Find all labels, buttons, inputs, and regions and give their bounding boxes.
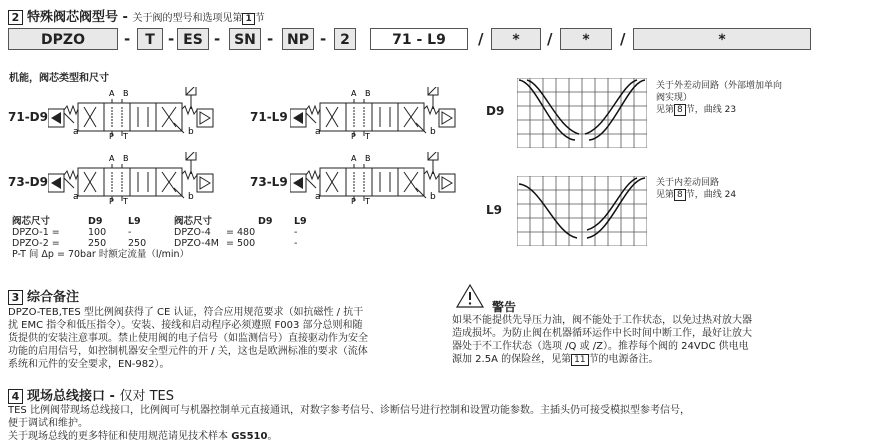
port-a-label: A (351, 154, 357, 163)
doc-ref: GS510 (231, 431, 268, 442)
port-b-label: B (365, 89, 371, 98)
warning-title: 警告 (492, 300, 517, 314)
section-title: 现场总线接口 - (27, 389, 115, 404)
code-t: T (137, 28, 163, 50)
note-line: 见第 8 节，曲线 24 (656, 190, 737, 200)
section-3-header (8, 286, 79, 305)
port-b-label: B (123, 89, 129, 98)
code-dpzo: DPZO (8, 28, 118, 50)
paragraph-line: 货提供的安装注意事项。禁止使用阀的电子信号（如监测信号）直接驱动作为安全 (8, 333, 368, 344)
port-t-label: T (123, 132, 128, 139)
paragraph-line: 扰 EMC 指令和低压指令）。安装、接线和启动程序必须遵照 F003 部分总则和随 (8, 320, 363, 331)
section-number: 4 (8, 389, 23, 404)
table-cell: - (294, 227, 298, 238)
port-p-label: P (351, 132, 356, 139)
table-row (12, 238, 174, 249)
sol-b-label: b (188, 192, 194, 202)
col-d9: D9 (258, 216, 273, 227)
table-cell: DPZO-4 (174, 227, 211, 238)
paragraph-line: DPZO-TEB,TES 型比例阀获得了 CE 认证，符合应用规范要求（如抗磁性 / 抗干 (8, 307, 364, 318)
paragraph-line: 造成损坏。为防止阀在机器循环运作中长时间中断工作，最好让放大 (452, 328, 752, 339)
port-b-label: B (123, 154, 129, 163)
section-title: 特殊阀芯阀型号 - (27, 10, 128, 25)
code-slash: / (620, 30, 626, 48)
spool-label-73-d9: 73-D9 (8, 175, 48, 189)
curve-note-d9 (656, 80, 782, 116)
table-row (174, 238, 313, 249)
sol-b-label: b (430, 127, 436, 137)
section-subtitle: 关于阀的型号和选项见第 (132, 13, 243, 24)
code-sep: - (320, 30, 327, 48)
port-a-label: A (109, 89, 115, 98)
col-l9: L9 (128, 216, 141, 227)
size-header: 阀芯尺寸 (12, 216, 51, 227)
port-p-label: P (109, 197, 114, 204)
spool-heading: 机能，阀芯类型和尺寸 (9, 73, 109, 84)
note-line: 阀实现） (656, 93, 693, 103)
table-cell: 250 (88, 238, 107, 249)
note-line: 关于外差动回路（外部增加单向 (656, 81, 783, 91)
table-cell: 100 (88, 227, 107, 238)
curve-note-l9 (656, 177, 736, 201)
paragraph-line: 系统和元件的安全要求，EN-982）。 (8, 359, 170, 370)
paragraph-line: 功能的启用信号，如控制机器安全型元件的开 / 关，这也是欧洲标准的要求（流体 (8, 346, 368, 357)
table-cell: DPZO-4M (174, 238, 219, 249)
valve-symbol-71-d9 (48, 87, 218, 139)
code-sep: - (267, 30, 274, 48)
section-2-header (8, 6, 265, 25)
table-row (12, 227, 174, 238)
table-cell: DPZO-2 = (12, 238, 60, 249)
section-3-body (8, 306, 448, 371)
table-cell: 250 (128, 238, 147, 249)
code-option-2: * (560, 28, 612, 50)
size-header: 阀芯尺寸 (174, 216, 213, 227)
note-line: 关于内差动回路 (656, 178, 720, 188)
sol-a-label: a (73, 192, 79, 202)
sol-a-label: a (73, 127, 79, 137)
flow-note: P-T 间 Δp = 70bar 时额定流量（l/min） (12, 249, 190, 260)
section-ref: 11 (571, 354, 588, 366)
code-option-1: * (491, 28, 541, 50)
port-p-label: P (351, 197, 356, 204)
section-number: 3 (8, 290, 23, 305)
section-4-header (8, 385, 174, 404)
table-row (174, 227, 313, 238)
table-cell: = 500 (226, 238, 256, 249)
warning-body (452, 314, 872, 366)
note-line: 见第 8 节，曲线 23 (656, 105, 737, 115)
code-spool: 71 - L9 (370, 28, 468, 50)
sol-a-label: a (315, 127, 321, 137)
section-ref: 8 (674, 104, 686, 116)
code-option-3: * (633, 28, 811, 50)
spool-label-71-l9: 71-L9 (250, 110, 288, 124)
paragraph-line: 器处于不工作状态（选项 /Q 或 /Z）。推荐每个阀的 24VDC 供电电 (452, 341, 749, 352)
curve-diagram-l9 (517, 176, 647, 246)
table-cell: = 480 (226, 227, 256, 238)
port-a-label: A (351, 89, 357, 98)
table-cell: - (128, 227, 132, 238)
valve-symbol-71-l9 (290, 87, 460, 139)
code-np: NP (282, 28, 314, 50)
table-cell: - (294, 238, 298, 249)
port-t-label: T (365, 132, 370, 139)
curve-label-l9: L9 (486, 203, 502, 217)
spool-label-71-d9: 71-D9 (8, 110, 48, 124)
code-sep: - (168, 30, 175, 48)
paragraph-line: 源加 2.5A 的保险丝，见第 11 节的电源备注。 (452, 354, 659, 365)
table-cell: DPZO-1 = (12, 227, 60, 238)
paragraph-line: 便于调试和维护。 (8, 418, 88, 429)
sol-b-label: b (188, 127, 194, 137)
code-sn: SN (229, 28, 261, 50)
spool-label-73-l9: 73-L9 (250, 175, 288, 189)
sol-a-label: a (315, 192, 321, 202)
section-ref: 8 (674, 189, 686, 201)
size-table (12, 216, 313, 260)
port-p-label: P (109, 132, 114, 139)
port-t-label: T (365, 197, 370, 204)
code-es: ES (177, 28, 209, 50)
code-sep: - (214, 30, 221, 48)
section-4-body (8, 404, 878, 443)
section-ref: 1 (242, 13, 254, 25)
curve-diagram-d9 (517, 78, 647, 148)
curve-label-d9: D9 (486, 104, 505, 118)
code-slash: / (547, 30, 553, 48)
code-size: 2 (334, 28, 356, 50)
port-t-label: T (123, 197, 128, 204)
sol-b-label: b (430, 192, 436, 202)
warning-icon (455, 283, 485, 309)
port-a-label: A (109, 154, 115, 163)
paragraph-line: 如果不能提供先导压力油，阀不能处于工作状态，以免过热对放大器 (452, 315, 752, 326)
col-d9: D9 (88, 216, 103, 227)
valve-symbol-73-l9 (290, 152, 460, 204)
paragraph-line: TES 比例阀带现场总线接口，比例阀可与机器控制单元直接通讯，对数字参考信号、诊断信号进行控制和设置功能参数。主插头仍可接受模拟型参考信号， (8, 405, 690, 416)
port-b-label: B (365, 154, 371, 163)
paragraph-line: 关于现场总线的更多特征和使用规范请见技术样本 GS510。 (8, 431, 278, 442)
section-title: 综合备注 (27, 290, 80, 305)
valve-symbol-73-d9 (48, 152, 218, 204)
col-l9: L9 (294, 216, 307, 227)
code-slash: / (478, 30, 484, 48)
section-number: 2 (8, 10, 23, 25)
section-title-suffix: 仅对 TES (119, 389, 174, 404)
section-suffix: 节 (254, 13, 265, 24)
code-sep: - (124, 30, 131, 48)
